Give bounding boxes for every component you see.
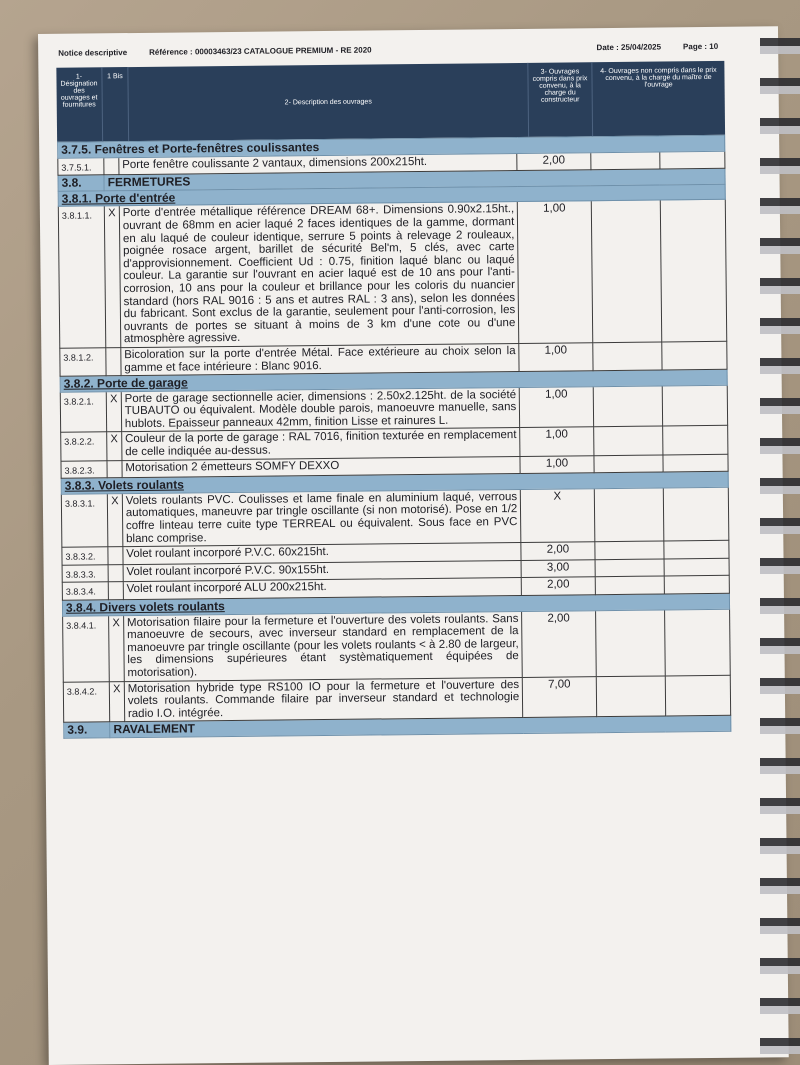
item-description: Motorisation hybride type RS100 IO pour la fermeture et l'ouverture des volets roulants. Commande filaire par inverseur standard et technologie radio I.O. intégrée. bbox=[124, 677, 523, 722]
table-row bbox=[60, 385, 727, 433]
section-title: RAVALEMENT bbox=[110, 716, 731, 738]
empty-cell bbox=[593, 426, 662, 455]
item-description: Motorisation 2 émetteurs SOMFY DEXXO bbox=[122, 456, 521, 478]
item-number: 3.8.4.1. bbox=[63, 615, 110, 681]
item-description: Porte d'entrée métallique référence DREAM 68+. Dimensions 0.90x2.15ht., ouvrant de 68mm en acier laqué 2 faces identiques de la gamme, dormant en alu laqué de couleur identique, serrure 5 points à relevage 2 rouleaux, poignée rosace argent, barillet de sécurité Bel'm, 5 clés, avec carte d'approvisionnement. Coefficient Ud : 0.75, finition laqué blanc ou laqué couleur. La garantie sur l'ouvrant en acier laqué est de 10 ans pour l'anti-corrosion, 10 ans pour la couleur et brillance pour les coloris du nuancier standard (hors RAL 9016 : 5 ans et autres RAL : 3 ans), selon les données du fabricant. Sont exclus de la garantie, seulement pour l'anti-corrosion, les ouvrants de portes se situant à moins de 3 km d'une cote ou d'une atmosphère agressive. bbox=[119, 202, 519, 348]
item-quantity: 2,00 bbox=[522, 610, 596, 677]
item-number: 3.8.3.4. bbox=[62, 582, 108, 600]
item-mark: X bbox=[104, 206, 120, 348]
item-quantity: X bbox=[521, 489, 595, 543]
page-number: Page : 10 bbox=[682, 41, 719, 51]
item-mark: X bbox=[107, 432, 122, 460]
item-mark bbox=[108, 547, 123, 565]
item-number: 3.8.4.2. bbox=[63, 681, 110, 722]
section-title: 3.8.2. Porte de garage bbox=[60, 369, 727, 392]
item-quantity: 1,00 bbox=[519, 386, 593, 428]
item-quantity: 3,00 bbox=[521, 560, 595, 578]
section-title: 3.8.1. Porte d'entrée bbox=[58, 184, 725, 207]
item-number: 3.8.3.3. bbox=[62, 565, 108, 583]
item-mark bbox=[108, 564, 123, 582]
item-number: 3.8.2.1. bbox=[60, 391, 107, 432]
item-number: 3.8.2.2. bbox=[61, 432, 107, 461]
item-number: 3.8.3.2. bbox=[62, 547, 108, 565]
col-designation: 1- Désignation des ouvrages et fournitures bbox=[56, 67, 103, 141]
item-description: Volet roulant incorporé P.V.C. 60x215ht. bbox=[123, 543, 522, 565]
item-quantity: 2,00 bbox=[521, 577, 595, 595]
empty-cell bbox=[663, 454, 728, 472]
item-description: Couleur de la porte de garage : RAL 7016, finition texturée en remplacement de celle indiquée au-dessus. bbox=[121, 428, 520, 460]
empty-cell bbox=[660, 151, 725, 169]
empty-cell bbox=[591, 200, 662, 342]
item-mark: X bbox=[109, 615, 124, 681]
empty-cell bbox=[593, 386, 663, 428]
section-title: 3.8.3. Volets roulants bbox=[61, 472, 728, 495]
item-description: Volet roulant incorporé ALU 200x215ht. bbox=[123, 578, 522, 600]
item-mark bbox=[106, 348, 121, 376]
empty-cell bbox=[662, 341, 727, 370]
item-description: Motorisation filaire pour la fermeture et l'ouverture des volets roulants. Sans manoeuvre de secours, avec inverseur standard en remplacement de la manoeuvre par tringle oscillante (pour les volets roulants < à 2.80 de largeur, les dimensions supérieures étant systèmatiquement équipées de motorisation). bbox=[123, 611, 522, 681]
col-bis: 1 Bis bbox=[102, 67, 129, 141]
section-number: 3.9. bbox=[64, 722, 110, 738]
item-description: Volet roulant incorporé P.V.C. 90x155ht. bbox=[123, 560, 522, 582]
table-row bbox=[63, 609, 731, 682]
table-row bbox=[63, 675, 730, 723]
empty-cell bbox=[596, 676, 666, 718]
table-row bbox=[61, 487, 729, 547]
empty-cell bbox=[592, 342, 661, 371]
empty-cell bbox=[662, 385, 728, 426]
spiral-binding bbox=[760, 30, 800, 1060]
item-mark: X bbox=[107, 493, 122, 547]
item-number: 3.7.5.1. bbox=[58, 157, 104, 175]
column-header bbox=[56, 61, 725, 142]
section-title: 3.8.4. Divers volets roulants bbox=[62, 593, 729, 616]
empty-cell bbox=[595, 541, 664, 559]
item-mark: X bbox=[106, 391, 121, 432]
reference: Référence : 00003463/23 CATALOGUE PREMIUM - RE 2020 bbox=[149, 45, 372, 57]
item-quantity: 2,00 bbox=[521, 542, 595, 560]
item-quantity: 7,00 bbox=[523, 676, 597, 718]
section-title: 3.7.5. Fenêtres et Porte-fenêtres coulissantes bbox=[58, 135, 725, 158]
item-quantity: 1,00 bbox=[519, 343, 593, 372]
item-number: 3.8.3.1. bbox=[61, 494, 108, 548]
item-quantity: 1,00 bbox=[520, 427, 594, 456]
item-mark: X bbox=[109, 681, 124, 722]
item-mark bbox=[104, 157, 119, 175]
date: Date : 25/04/2025 bbox=[596, 41, 662, 52]
col-not-included: 4- Ouvrages non compris dans le prix convenu, à la charge du maître de l'ouvrage bbox=[600, 66, 717, 89]
empty-cell bbox=[594, 455, 663, 473]
item-quantity: 1,00 bbox=[520, 455, 594, 473]
item-description: Porte fenêtre coulissante 2 vantaux, dimensions 200x215ht. bbox=[119, 153, 518, 175]
empty-cell bbox=[595, 610, 665, 677]
empty-cell bbox=[663, 487, 729, 541]
empty-cell bbox=[665, 675, 731, 716]
item-description: Bicoloration sur la porte d'entrée Métal. Face extérieure au choix selon la gamme et face intérieure : Blanc 9016. bbox=[121, 343, 520, 375]
document-page bbox=[38, 26, 789, 1065]
section-number: 3.8. bbox=[58, 175, 104, 191]
empty-cell bbox=[663, 426, 728, 455]
empty-cell bbox=[590, 152, 659, 170]
empty-cell bbox=[595, 576, 664, 594]
empty-cell bbox=[660, 200, 727, 342]
page-header bbox=[58, 37, 718, 62]
item-number: 3.8.1.2. bbox=[60, 348, 106, 377]
empty-cell bbox=[664, 609, 730, 676]
empty-cell bbox=[664, 576, 729, 594]
item-mark bbox=[107, 460, 122, 478]
item-quantity: 2,00 bbox=[517, 152, 591, 170]
empty-cell bbox=[664, 541, 729, 559]
item-quantity: 1,00 bbox=[518, 201, 593, 343]
item-description: Volets roulants PVC. Coulisses et lame finale en aluminium laqué, verrous automatiques, maneuvre par tringle oscillante (si non motorisé). Pose en 1/2 coffre linteau terre cuite type TERREAL ou équivalent. Sous face en PVC blanc comprise. bbox=[122, 489, 521, 547]
section-title: FERMETURES bbox=[104, 169, 725, 191]
col-included: 3- Ouvrages compris dans prix convenu, à la charge du constructeur bbox=[528, 62, 593, 137]
item-number: 3.8.1.1. bbox=[58, 206, 106, 348]
empty-cell bbox=[664, 558, 729, 576]
table-row bbox=[58, 200, 726, 349]
empty-cell bbox=[595, 559, 664, 577]
works-table bbox=[57, 135, 731, 739]
col-description: 2- Description des ouvrages bbox=[128, 63, 529, 141]
item-mark bbox=[108, 582, 123, 600]
item-description: Porte de garage sectionnelle acier, dimensions : 2.50x2.125ht. de la société TUBAUTO ou équivalent. Modèle double parois, manoeuvre manuelle, sans hublots. Epaisseur panneaux 42mm, finition Lisse et rainures L. bbox=[121, 387, 520, 432]
item-number: 3.8.2.3. bbox=[61, 460, 107, 478]
doc-label: Notice descriptive bbox=[58, 47, 128, 58]
empty-cell bbox=[594, 488, 664, 542]
